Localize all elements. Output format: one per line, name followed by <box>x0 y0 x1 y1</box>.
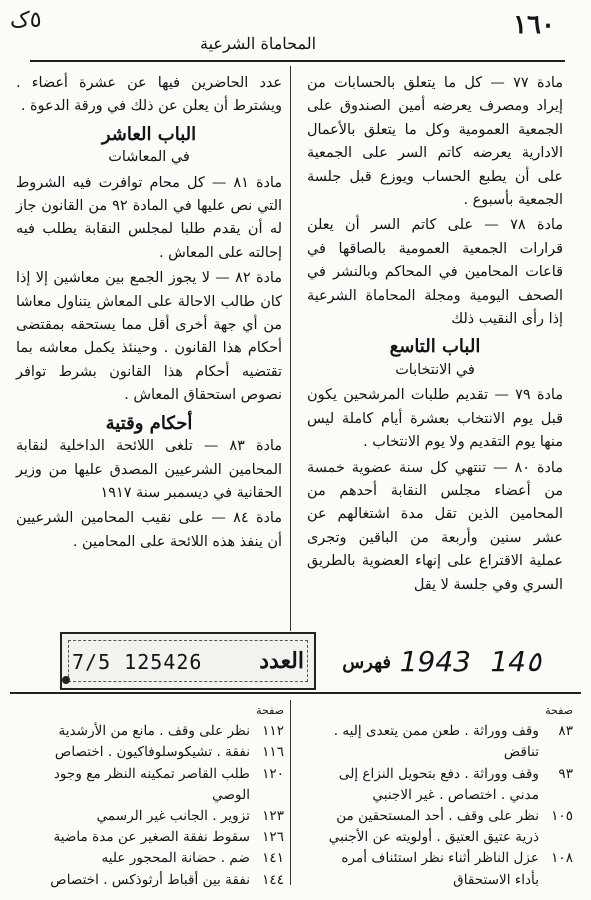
left-text-column <box>16 72 282 556</box>
index-entry-page: ٨٣ <box>558 723 573 740</box>
index-divider <box>290 700 291 885</box>
index-entry-page <box>539 785 573 806</box>
index-entry-page: ١١٢ <box>262 723 284 740</box>
index-left-column <box>16 700 284 891</box>
index-entry-text: بأداء الاستحقاق <box>453 871 539 888</box>
page-number: ١٦٠ <box>513 10 555 40</box>
article-paragraph: مادة ٨٣ — تلغى اللائحة الداخلية لنقابة المحامين الشرعيين المصدق عليها من وزير الحقانية في ديسمبر سنة ١٩١٧ <box>16 438 282 501</box>
index-entry-text: ذرية عتيق العتيق . أولويته عن الأجنبي <box>328 829 539 846</box>
index-entry <box>16 806 284 827</box>
index-entry <box>311 827 573 848</box>
handwritten-margin-note: ٥ک <box>10 8 42 33</box>
article-paragraph: مادة ٨٠ — تنتهي كل سنة عضوية خمسة من أعضاء مجلس النقابة أحدهم من المحامين الذين تقل مدة اشتغالهم عن عشر سنين وأربعة من الباقين وتجرى عملية الاقتراع على إنهاء العضوية بالطريق السري وفي جلسة لا يقل <box>307 459 563 593</box>
index-left-list <box>16 721 284 891</box>
index-page-header: صفحة <box>545 704 573 717</box>
chapter-subheading: في الانتخابات <box>395 361 475 378</box>
index-entry <box>16 827 284 848</box>
chapter-heading: الباب العاشر <box>101 123 197 145</box>
index-entry <box>311 721 573 763</box>
index-entry-page: ١٤٤ <box>262 871 284 888</box>
article-paragraph: مادة ٧٨ — على كاتم السر أن يعلن قرارات الجمعية العمومية بالصاقها في قاعات المحامين في المحاكم وبالنشر في الصحف اليومية ومجلة المحاماة الشرعية إذا رأى النقيب ذلك <box>307 217 563 328</box>
chapter-subheading: في المعاشات <box>108 149 190 166</box>
index-entry-text: نفقة . تشيكوسلوفاكيون . اختصاص <box>54 744 250 761</box>
index-entry-page: ١٠٨ <box>551 850 573 867</box>
library-stamp <box>60 632 316 690</box>
index-entry-page: ١٢٦ <box>262 829 284 846</box>
index-entry-page: ١٢٣ <box>262 808 284 825</box>
article-paragraph: عدد الحاضرين فيها عن عشرة أعضاء . ويشترط أن يعلن عن ذلك في ورقة الدعوة . <box>16 75 282 115</box>
index-entry-page: ٩٣ <box>558 765 573 782</box>
index-entry <box>311 848 573 869</box>
stamp-label: العدد <box>259 648 304 674</box>
index-right-list <box>311 721 573 891</box>
index-entry <box>311 870 573 891</box>
index-entry-page: ١٤١ <box>262 850 284 867</box>
index-code-b: 14٥ <box>490 645 541 678</box>
index-entry-text: وقف ووراثة . طعن ممن يتعدى إليه . تناقض <box>333 723 539 761</box>
stamp-number: 125426 7/5 <box>72 650 203 674</box>
index-entry <box>311 764 573 785</box>
index-entry-text: وقف ووراثة . دفع بتحويل النزاع إلى <box>338 765 539 782</box>
index-entry <box>16 721 284 742</box>
index-entry-text: نظر على وقف . مانع من الأرشدية <box>58 723 250 740</box>
article-paragraph: مادة ٧٧ — كل ما يتعلق بالحسابات من إيراد ومصرف يعرضه أمين الصندوق على الجمعية العمومية وكل ما يتعلق بالأعمال الادارية يعرضه كاتم السر على الجمعية على أن يطبع الحساب ويوزع قبل جلسة الجمعية بأسبوع . <box>307 75 563 209</box>
index-entry-text: مدني . اختصاص . غير الاجنبي <box>372 786 539 803</box>
index-entry-text: سقوط نفقة الصغير عن مدة ماضية <box>53 829 250 846</box>
article-paragraph: مادة ٧٩ — تقديم طلبات المرشحين يكون قبل يوم الانتخاب بعشرة أيام كاملة ليس منها يوم التقديم ولا يوم الانتخاب . <box>307 387 563 451</box>
index-entry-page: ١٠٥ <box>551 808 573 825</box>
article-paragraph: مادة ٨١ — كل محام توافرت فيه الشروط التي نص عليها في المادة ٩٢ من القانون جاز له أن يقدم طلبا لمجلس النقابة يطلب فيه إحالته على المعاش . <box>16 174 282 261</box>
index-entry-text: تزوير . الجانب غير الرسمي <box>96 808 250 825</box>
index-entry-page: ١١٦ <box>262 744 284 761</box>
article-paragraph: مادة ٨٤ — على نقيب المحامين الشرعيين أن ينفذ هذه اللائحة على المحامين . <box>16 510 282 550</box>
stamp-dot <box>62 676 70 684</box>
column-divider <box>290 66 291 631</box>
article-paragraph: مادة ٨٢ — لا يجوز الجمع بين معاشين إلا إذا كان طالب الاحالة على المعاش يتناول معاشا من أي جهة أخرى أقل مما يستحقه بمقتضى أحكام هذا القانون . وحينئذ يكمل معاشه بما تقتضيه أحكام هذا القانون بشرط توافر نصوص استحقاق المعاش . <box>16 270 282 404</box>
chapter-heading: الباب التاسع <box>389 336 481 358</box>
running-title: المحاماة الشرعية <box>200 34 317 53</box>
index-right-column <box>311 700 573 891</box>
index-entry <box>16 742 284 763</box>
index-entry <box>16 764 284 806</box>
index-page-header: صفحة <box>256 704 284 717</box>
index-entry-page: ١٢٠ <box>262 765 284 782</box>
index-code-a: 1943 <box>399 645 471 678</box>
index-entry <box>311 806 573 827</box>
index-entry-page <box>539 870 573 891</box>
index-entry-text: نظر على وقف . أحد المستحقين من <box>336 808 539 825</box>
index-entry <box>16 848 284 869</box>
index-entry-text: ضم . حضانة المحجور عليه <box>101 850 250 867</box>
index-entry-page <box>539 827 573 848</box>
index-entry-text: طلب القاصر تمكينه النظر مع وجود الوصي <box>53 765 250 803</box>
index-rule <box>10 692 581 694</box>
right-text-column <box>307 72 563 599</box>
chapter-heading: أحكام وقتية <box>105 412 193 434</box>
header-rule <box>30 60 565 62</box>
index-title: فهرس <box>342 652 391 673</box>
index-entry <box>311 785 573 806</box>
index-entry-text: عزل الناظر أثناء نظر استئناف أمره <box>341 850 539 867</box>
index-entry <box>16 870 284 891</box>
index-entry-text: نفقة بين أقباط أرثوذكس . اختصاص <box>50 871 250 888</box>
